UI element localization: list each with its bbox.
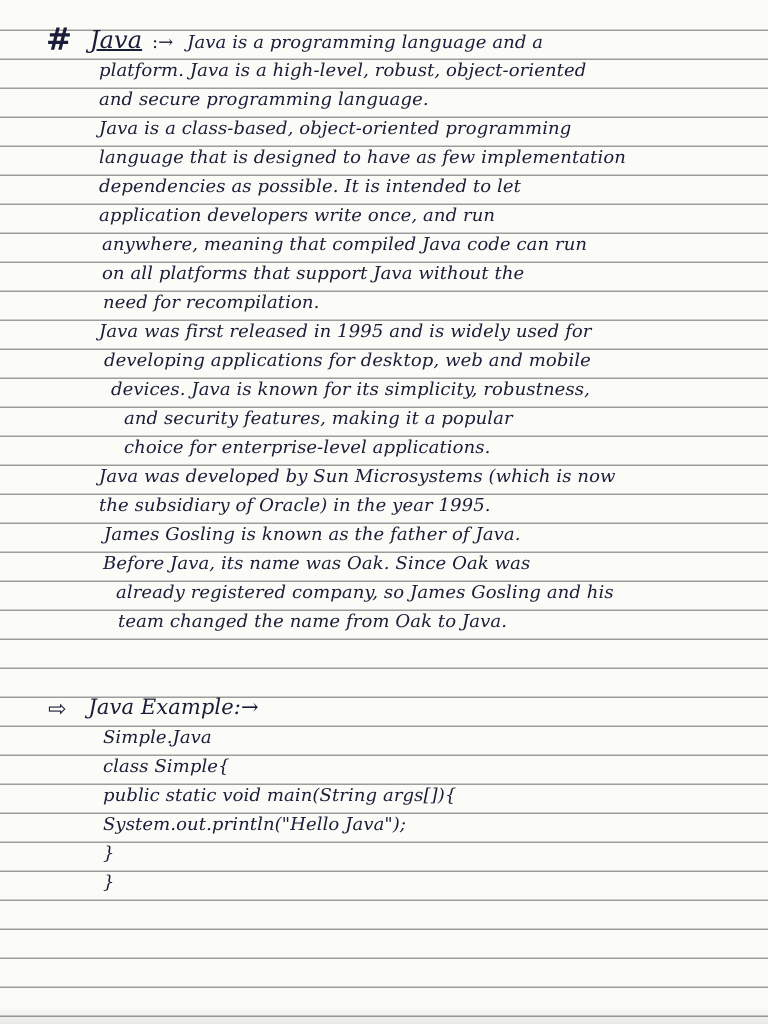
code-line: System.out.println("Hello Java"); <box>103 814 407 835</box>
note-line: choice for enterprise-level applications. <box>124 437 491 458</box>
note-line: devices. Java is known for its simplicity, robustness, <box>111 379 590 400</box>
note-line: Java was first released in 1995 and is widely used for <box>99 321 592 342</box>
page-bottom-shadow <box>0 1006 768 1024</box>
code-line: Simple.Java <box>103 727 212 748</box>
example-heading-text: Java Example:→ <box>88 695 259 719</box>
note-line: Java was developed by Sun Microsystems (which is now <box>99 466 616 487</box>
heading-text: Java is a programming language and a <box>187 32 544 53</box>
heading-title: Java <box>89 26 143 54</box>
note-line: dependencies as possible. It is intended to let <box>99 176 521 197</box>
code-line: } <box>103 843 115 864</box>
code-line: class Simple{ <box>103 756 230 777</box>
note-line: the subsidiary of Oracle) in the year 1995. <box>99 495 491 516</box>
note-line: and secure programming language. <box>99 89 429 110</box>
heading-hash-symbol: # <box>46 22 73 58</box>
heading-arrow: :→ <box>151 32 174 53</box>
note-line: developing applications for desktop, web and mobile <box>104 350 591 371</box>
note-line: application developers write once, and run <box>99 205 496 226</box>
note-line: already registered company, so James Gosling and his <box>116 582 614 603</box>
code-line: public static void main(String args[]){ <box>103 785 457 806</box>
note-line: on all platforms that support Java without the <box>102 263 525 284</box>
code-line: } <box>103 872 115 893</box>
note-line: need for recompilation. <box>103 292 320 313</box>
note-line: Java is a class-based, object-oriented programming <box>99 118 572 139</box>
note-line: Before Java, its name was Oak. Since Oak was <box>103 553 531 574</box>
note-heading <box>46 22 544 58</box>
note-line: platform. Java is a high-level, robust, object-oriented <box>99 60 587 81</box>
right-arrow-icon: ⇨ <box>48 697 67 722</box>
note-line: and security features, making it a popular <box>124 408 513 429</box>
note-line: James Gosling is known as the father of Java. <box>104 524 521 545</box>
note-line: team changed the name from Oak to Java. <box>118 611 508 632</box>
java-example-heading <box>48 695 265 721</box>
note-line: language that is designed to have as few implementation <box>99 147 626 168</box>
note-line: anywhere, meaning that compiled Java code can run <box>102 234 588 255</box>
